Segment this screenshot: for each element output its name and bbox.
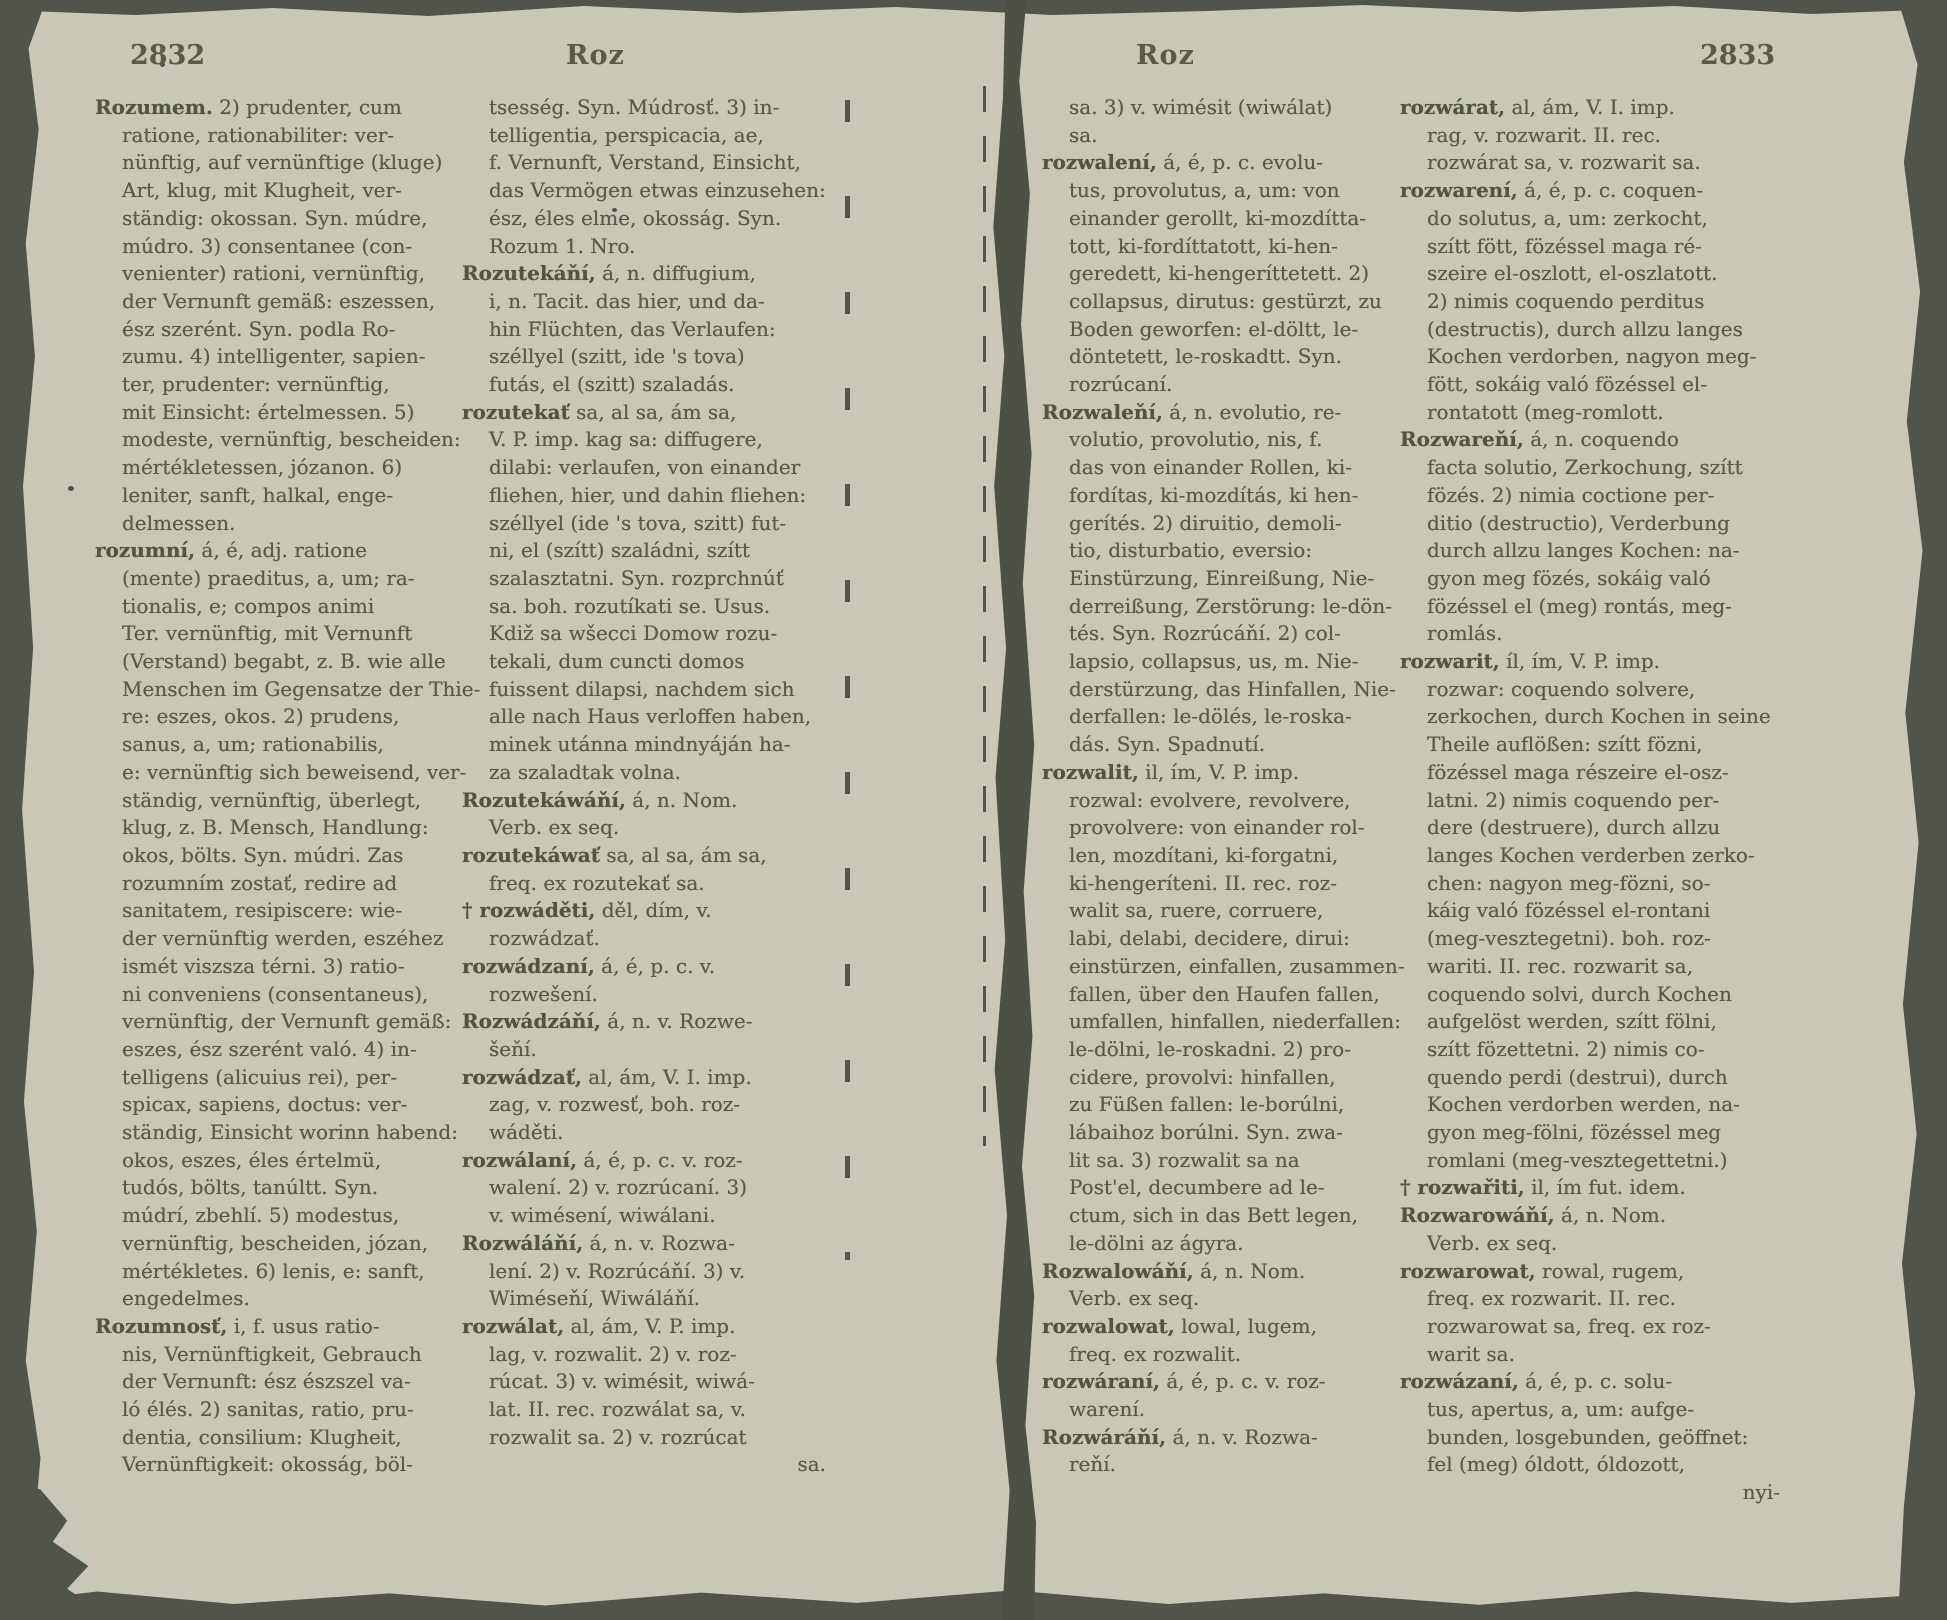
entry-headword-line: rozwárat, al, ám, V. I. imp. xyxy=(1400,95,1675,119)
text-line: rozwal: evolvere, revolvere, xyxy=(1069,787,1351,812)
entry-headword-line: Rozwareňí, á, n. coquendo xyxy=(1400,427,1679,452)
text-line: langes Kochen verderben zerko- xyxy=(1427,842,1755,867)
text-line: modeste, vernünftig, bescheiden: xyxy=(122,427,461,452)
text-line: Rozum 1. Nro. xyxy=(489,233,636,258)
text-line: ständig: okossan. Syn. múdre, xyxy=(122,205,428,230)
text-line: der Vernunft: ész észszel va- xyxy=(122,1369,411,1394)
text-line: rozwešení. xyxy=(489,981,598,1006)
entry-headword-line: Rozumnosť, i, f. usus ratio- xyxy=(95,1313,380,1338)
entry-headword-line: rozutekať sa, al sa, ám sa, xyxy=(462,399,737,424)
page-number-right: 2833 xyxy=(1700,40,1776,71)
text-line: bunden, losgebunden, geöffnet: xyxy=(1427,1424,1749,1449)
text-line: coquendo solvi, durch Kochen xyxy=(1427,981,1732,1006)
text-line: le-dölni az ágyra. xyxy=(1069,1230,1244,1255)
text-line: tekali, dum cuncti domos xyxy=(489,649,745,674)
text-line: do solutus, a, um: zerkocht, xyxy=(1427,205,1708,230)
headword: rozwálaní, xyxy=(462,1147,578,1172)
text-line: gyon meg-fölni, fözéssel meg xyxy=(1427,1120,1722,1145)
text-line: Wiméseňí, Wiwáláňí. xyxy=(489,1286,701,1311)
headword: rozwalowat, xyxy=(1042,1313,1175,1338)
column-4 xyxy=(1400,94,1782,1507)
text-line: geredett, ki-hengeríttetett. 2) xyxy=(1069,261,1370,286)
text-line: fözéssel maga részeire el-osz- xyxy=(1427,759,1729,784)
entry-headword-line: rozwáraní, á, é, p. c. v. roz- xyxy=(1042,1369,1326,1394)
headword: Rozwaleňí, xyxy=(1042,399,1163,424)
text-line: freq. ex rozwalit. xyxy=(1069,1341,1242,1366)
book-gutter-shadow xyxy=(992,0,1036,1620)
text-line: umfallen, hinfallen, niederfallen: xyxy=(1069,1009,1401,1034)
headword: Rozwáláňí, xyxy=(462,1230,584,1255)
entry-headword-line: Rozutekáwáňí, á, n. Nom. xyxy=(462,787,738,812)
text-line: telligens (alicuius rei), per- xyxy=(122,1064,397,1089)
text-line: za szaladtak volna. xyxy=(489,759,682,784)
text-line: tsesség. Syn. Múdrosť. 3) in- xyxy=(489,95,780,119)
text-line: Boden geworfen: el-döltt, le- xyxy=(1069,316,1359,341)
text-line: Verb. ex seq. xyxy=(489,815,620,840)
text-line: zag, v. rozwesť, boh. roz- xyxy=(489,1092,741,1117)
text-line: döntetett, le-roskadtt. Syn. xyxy=(1069,344,1342,369)
entry-headword-line: rozwádzať, al, ám, V. I. imp. xyxy=(462,1064,752,1089)
headword: † rozwařiti, xyxy=(1400,1175,1525,1200)
text-line: (meg-vesztegetni). boh. roz- xyxy=(1427,926,1711,951)
headword: Rozwádzáňí, xyxy=(462,1009,601,1034)
text-line: dentia, consilium: Klugheit, xyxy=(122,1424,402,1449)
text-line: Kochen verdorben werden, na- xyxy=(1427,1092,1740,1117)
text-line: rozwádzať. xyxy=(489,926,600,951)
text-line: sa. 3) v. wimésit (wiwálat) xyxy=(1069,95,1333,119)
text-line: V. P. imp. kag sa: diffugere, xyxy=(489,427,763,452)
running-head-right: Roz xyxy=(1136,40,1195,71)
text-line: ctum, sich in das Bett legen, xyxy=(1069,1203,1358,1228)
text-line: leniter, sanft, halkal, enge- xyxy=(122,482,394,507)
entry-headword-line: Rozwáráňí, á, n. v. Rozwa- xyxy=(1042,1424,1318,1449)
entry-headword-line: rozwázaní, á, é, p. c. solu- xyxy=(1400,1369,1673,1394)
text-line: vernünftig, bescheiden, józan, xyxy=(122,1230,429,1255)
text-line: šeňí. xyxy=(489,1036,537,1061)
text-line: lit sa. 3) rozwalit sa na xyxy=(1069,1147,1300,1172)
text-line: provolvere: von einander rol- xyxy=(1069,815,1365,840)
text-line: warit sa. xyxy=(1427,1341,1515,1366)
text-line: széllyel (szitt, ide 's tova) xyxy=(489,344,745,369)
text-line: walení. 2) v. rozrúcaní. 3) xyxy=(489,1175,748,1200)
headword: Rozwáráňí, xyxy=(1042,1424,1167,1449)
headword: rozwázaní, xyxy=(1400,1369,1519,1394)
text-line: derreißung, Zerstörung: le-dön- xyxy=(1069,593,1392,618)
scan-edge-left xyxy=(0,0,46,1620)
headword: rozwálat, xyxy=(462,1313,565,1338)
entry-headword-line: rozumní, á, é, adj. ratione xyxy=(95,538,367,563)
text-line: Art, klug, mit Klugheit, ver- xyxy=(122,178,402,203)
text-line: Post'el, decumbere ad le- xyxy=(1069,1175,1325,1200)
text-line: tus, provolutus, a, um: von xyxy=(1069,178,1340,203)
entry-headword-line: Rozutekáňí, á, n. diffugium, xyxy=(462,261,757,286)
text-line: lag, v. rozwalit. 2) v. roz- xyxy=(489,1341,737,1366)
text-line: le-dölni, le-roskadni. 2) pro- xyxy=(1069,1036,1351,1061)
text-line: durch allzu langes Kochen: na- xyxy=(1427,538,1740,563)
text-line: das von einander Rollen, ki- xyxy=(1069,455,1352,480)
text-line: sa. boh. rozutíkati se. Usus. xyxy=(489,593,771,618)
text-line: quendo perdi (destrui), durch xyxy=(1427,1064,1728,1089)
text-line: alle nach Haus verloffen haben, xyxy=(489,704,812,729)
text-line: mértékletes. 6) lenis, e: sanft, xyxy=(122,1258,425,1283)
text-line: okos, eszes, éles értelmü, xyxy=(122,1147,382,1172)
text-line: eszes, ész szerént való. 4) in- xyxy=(122,1036,417,1061)
text-line: ditio (destructio), Verderbung xyxy=(1427,510,1730,535)
headword: rozwárat, xyxy=(1400,95,1506,119)
text-line: tott, ki-fordíttatott, ki-hen- xyxy=(1069,233,1338,258)
text-line: engedelmes. xyxy=(122,1286,250,1311)
entry-headword-line: Rozwalowáňí, á, n. Nom. xyxy=(1042,1258,1306,1283)
margin-marks xyxy=(845,100,850,1260)
text-line: zerkochen, durch Kochen in seine xyxy=(1427,704,1771,729)
text-line: len, mozdítani, ki-forgatni, xyxy=(1069,842,1339,867)
text-line: fordítas, ki-mozdítás, ki hen- xyxy=(1069,482,1359,507)
headword: Rozwareňí, xyxy=(1400,427,1524,452)
headword: rozwarení, xyxy=(1400,178,1518,203)
text-line: ratione, rationabiliter: ver- xyxy=(122,122,395,147)
text-line: ész szerént. Syn. podla Ro- xyxy=(122,316,396,341)
text-line: v. wimésení, wiwálani. xyxy=(489,1203,716,1228)
text-line: fliehen, hier, und dahin fliehen: xyxy=(489,482,807,507)
headword: rozwarit, xyxy=(1400,649,1500,674)
text-line: rozwalit sa. 2) v. rozrúcat xyxy=(489,1424,747,1449)
text-line: collapsus, dirutus: gestürzt, zu xyxy=(1069,288,1382,313)
text-line: das Vermögen etwas einzusehen: xyxy=(489,178,826,203)
text-line: múdro. 3) consentanee (con- xyxy=(122,233,413,258)
text-line: chen: nagyon meg-fözni, so- xyxy=(1427,870,1711,895)
text-line: lábaihoz borúlni. Syn. zwa- xyxy=(1069,1120,1343,1145)
text-line: múdrí, zbehlí. 5) modestus, xyxy=(122,1203,400,1228)
text-line: rozrúcaní. xyxy=(1069,372,1173,397)
text-line: e: vernünftig sich beweisend, ver- xyxy=(122,759,467,784)
text-line: sanitatem, resipiscere: wie- xyxy=(122,898,403,923)
text-line: dilabi: verlaufen, von einander xyxy=(489,455,801,480)
text-line: derstürzung, das Hinfallen, Nie- xyxy=(1069,676,1396,701)
headword: † rozwáděti, xyxy=(462,898,596,923)
text-line: Ter. vernünftig, mit Vernunft xyxy=(122,621,413,646)
text-line: fuissent dilapsi, nachdem sich xyxy=(489,676,795,701)
text-line: ständig, vernünftig, überlegt, xyxy=(122,787,422,812)
headword: rozutekať xyxy=(462,399,570,424)
text-line: rozwárat sa, v. rozwarit sa. xyxy=(1427,150,1701,175)
entry-headword-line: rozwarowat, rowal, rugem, xyxy=(1400,1258,1685,1283)
text-line: fel (meg) óldott, óldozott, xyxy=(1427,1452,1685,1477)
text-line: derfallen: le-dölés, le-roska- xyxy=(1069,704,1352,729)
text-line: facta solutio, Zerkochung, szítt xyxy=(1427,455,1743,480)
entry-headword-line: rozwarit, íl, ím, V. P. imp. xyxy=(1400,649,1660,674)
column-2 xyxy=(462,94,828,1479)
text-line: tés. Syn. Rozrúcáňí. 2) col- xyxy=(1069,621,1341,646)
text-line: tio, disturbatio, eversio: xyxy=(1069,538,1313,563)
text-line: mit Einsicht: értelmessen. 5) xyxy=(122,399,415,424)
text-line: Verb. ex seq. xyxy=(1069,1286,1200,1311)
headword: rozwáraní, xyxy=(1042,1369,1161,1394)
text-line: telligentia, perspicacia, ae, xyxy=(489,122,764,147)
text-line: szalasztatni. Syn. rozprchnúť xyxy=(489,565,784,590)
text-line: fözéssel el (meg) rontás, meg- xyxy=(1427,593,1732,618)
text-line: hin Flüchten, das Verlaufen: xyxy=(489,316,776,341)
text-line: 2) nimis coquendo perditus xyxy=(1427,288,1705,313)
entry-headword-line: † rozwařiti, il, ím fut. idem. xyxy=(1400,1175,1686,1200)
entry-headword-line: Rozwarowáňí, á, n. Nom. xyxy=(1400,1203,1667,1228)
text-line: freq. ex rozutekať sa. xyxy=(489,870,705,895)
headword: rozwalit, xyxy=(1042,759,1139,784)
text-line: Verb. ex seq. xyxy=(1427,1230,1558,1255)
text-line: cidere, provolvi: hinfallen, xyxy=(1069,1064,1336,1089)
headword: rozwarowat, xyxy=(1400,1258,1536,1283)
text-line: Kochen verdorben, nagyon meg- xyxy=(1427,344,1757,369)
text-line: ni conveniens (consentaneus), xyxy=(122,981,429,1006)
headword: Rozwarowáňí, xyxy=(1400,1203,1555,1228)
text-line: okos, bölts. Syn. múdri. Zas xyxy=(122,842,404,867)
text-line: lat. II. rec. rozwálat sa, v. xyxy=(489,1397,746,1422)
column-3 xyxy=(1042,94,1405,1479)
text-line: fallen, über den Haufen fallen, xyxy=(1069,981,1380,1006)
text-line: einstürzen, einfallen, zusammen- xyxy=(1069,953,1405,978)
text-line: sa. xyxy=(797,1452,826,1477)
text-line: fözés. 2) nimia coctione per- xyxy=(1427,482,1715,507)
text-line: vernünftig, der Vernunft gemäß: xyxy=(122,1009,452,1034)
entry-headword-line: rozwálat, al, ám, V. P. imp. xyxy=(462,1313,736,1338)
text-line: romlani (meg-vesztegettetni.) xyxy=(1427,1147,1728,1172)
text-line: szítt fött, fözéssel maga ré- xyxy=(1427,233,1702,258)
text-line: szítt fözettetni. 2) nimis co- xyxy=(1427,1036,1705,1061)
text-line: (Verstand) begabt, z. B. wie alle xyxy=(122,649,446,674)
entry-headword-line: Rozwádzáňí, á, n. v. Rozwe- xyxy=(462,1009,753,1034)
text-line: nünftig, auf vernünftige (kluge) xyxy=(122,150,443,175)
headword: rozumní, xyxy=(95,538,196,563)
text-line: Menschen im Gegensatze der Thie- xyxy=(122,676,481,701)
headword: Rozumnosť, xyxy=(95,1313,228,1338)
entry-headword-line: rozwalit, il, ím, V. P. imp. xyxy=(1042,759,1300,784)
text-line: delmessen. xyxy=(122,510,236,535)
text-line: dás. Syn. Spadnutí. xyxy=(1069,732,1266,757)
text-line: ni, el (szítt) szaládni, szítt xyxy=(489,538,750,563)
text-line: spicax, sapiens, doctus: ver- xyxy=(122,1092,408,1117)
scan-edge-top xyxy=(0,0,1947,20)
text-line: romlás. xyxy=(1427,621,1503,646)
entry-headword-line: rozwalení, á, é, p. c. evolu- xyxy=(1042,150,1324,175)
text-line: Theile auflößen: szítt fözni, xyxy=(1427,732,1703,757)
headword: rozwádzaní, xyxy=(462,953,595,978)
text-line: wariti. II. rec. rozwarit sa, xyxy=(1427,953,1694,978)
text-line: gerítés. 2) diruitio, demoli- xyxy=(1069,510,1342,535)
text-line: ter, prudenter: vernünftig, xyxy=(122,372,390,397)
text-line: klug, z. B. Mensch, Handlung: xyxy=(122,815,429,840)
headword: Rozwalowáňí, xyxy=(1042,1258,1194,1283)
entry-headword-line: Rozwaleňí, á, n. evolutio, re- xyxy=(1042,399,1342,424)
text-line: f. Vernunft, Verstand, Einsicht, xyxy=(489,150,801,175)
text-line: széllyel (ide 's tova, szitt) fut- xyxy=(489,510,787,535)
text-line: Einstürzung, Einreißung, Nie- xyxy=(1069,565,1375,590)
headword: rozutekáwať xyxy=(462,842,600,867)
text-line: zu Füßen fallen: le-borúlni, xyxy=(1069,1092,1345,1117)
text-line: futás, el (szitt) szaladás. xyxy=(489,372,735,397)
headword: Rozutekáňí, xyxy=(462,261,596,286)
text-line: minek utánna mindnyáján ha- xyxy=(489,732,791,757)
text-line: (mente) praeditus, a, um; ra- xyxy=(122,565,415,590)
running-head-left: Roz xyxy=(566,40,625,71)
text-line: ismét viszsza térni. 3) ratio- xyxy=(122,953,405,978)
text-line: (destructis), durch allzu langes xyxy=(1427,316,1743,341)
text-line: i, n. Tacit. das hier, und da- xyxy=(489,288,765,313)
text-line: re: eszes, okos. 2) prudens, xyxy=(122,704,400,729)
text-line: warení. xyxy=(1069,1397,1146,1422)
headword: Rozutekáwáňí, xyxy=(462,787,626,812)
text-line: rag, v. rozwarit. II. rec. xyxy=(1427,122,1662,147)
text-line: ständig, Einsicht worinn habend: xyxy=(122,1120,458,1145)
text-line: lení. 2) v. Rozrúcáňí. 3) v. xyxy=(489,1258,746,1283)
text-line: rozwarowat sa, freq. ex roz- xyxy=(1427,1313,1711,1338)
entry-headword-line: Rozwáláňí, á, n. v. Rozwa- xyxy=(462,1230,735,1255)
text-line: aufgelöst werden, szítt fölni, xyxy=(1427,1009,1717,1034)
text-line: lapsio, collapsus, us, m. Nie- xyxy=(1069,649,1359,674)
text-line: Vernünftigkeit: okosság, böl- xyxy=(122,1452,413,1477)
text-line: tionalis, e; compos animi xyxy=(122,593,375,618)
headword: Rozumem. xyxy=(95,95,213,119)
text-line: volutio, provolutio, nis, f. xyxy=(1069,427,1323,452)
entry-headword-line: rozwádzaní, á, é, p. c. v. xyxy=(462,953,716,978)
text-line: venienter) rationi, vernünftig, xyxy=(122,261,426,286)
text-line: der vernünftig werden, eszéhez xyxy=(122,926,444,951)
scan-edge-right xyxy=(1898,0,1947,1620)
scan-edge-bottom xyxy=(0,1582,1947,1620)
text-line: rontatott (meg-romlott. xyxy=(1427,399,1664,424)
entry-headword-line: rozwalowat, lowal, lugem, xyxy=(1042,1313,1317,1338)
ink-speck xyxy=(68,486,74,491)
text-line: gyon meg fözés, sokáig való xyxy=(1427,565,1711,590)
text-line: tudós, bölts, tanúltt. Syn. xyxy=(122,1175,379,1200)
entry-headword-line: rozwálaní, á, é, p. c. v. roz- xyxy=(462,1147,743,1172)
page-edge-line xyxy=(983,86,986,1146)
text-line: ló élés. 2) sanitas, ratio, pru- xyxy=(122,1397,414,1422)
text-line: wáděti. xyxy=(489,1120,564,1145)
column-1 xyxy=(95,94,481,1479)
text-line: reňí. xyxy=(1069,1452,1117,1477)
headword: rozwalení, xyxy=(1042,150,1157,175)
text-line: rozumním zostať, redire ad xyxy=(122,870,398,895)
text-line: káig való fözéssel el-rontani xyxy=(1427,898,1711,923)
text-line: ki-hengeríteni. II. rec. roz- xyxy=(1069,870,1338,895)
text-line: latni. 2) nimis coquendo per- xyxy=(1427,787,1720,812)
text-line: nis, Vernünftigkeit, Gebrauch xyxy=(122,1341,422,1366)
text-line: labi, delabi, decidere, dirui: xyxy=(1069,926,1350,951)
text-line: rúcat. 3) v. wimésit, wiwá- xyxy=(489,1369,755,1394)
text-line: der Vernunft gemäß: eszessen, xyxy=(122,288,436,313)
entry-headword-line: rozutekáwať sa, al sa, ám sa, xyxy=(462,842,767,867)
entry-headword-line: † rozwáděti, děl, dím, v. xyxy=(462,898,712,923)
text-line: tus, apertus, a, um: aufge- xyxy=(1427,1397,1695,1422)
text-line: szeire el-oszlott, el-oszlatott. xyxy=(1427,261,1718,286)
text-line: fött, sokáig való fözéssel el- xyxy=(1427,372,1708,397)
text-line: freq. ex rozwarit. II. rec. xyxy=(1427,1286,1677,1311)
text-line: ész, éles elme, okosság. Syn. xyxy=(489,205,782,230)
text-line: walit sa, ruere, corruere, xyxy=(1069,898,1324,923)
text-line: nyi- xyxy=(1742,1480,1780,1505)
headword: rozwádzať, xyxy=(462,1064,582,1089)
text-line: einander gerollt, ki-mozdítta- xyxy=(1069,205,1367,230)
entry-headword-line: Rozumem. 2) prudenter, cum xyxy=(95,95,402,119)
text-line: rozwar: coquendo solvere, xyxy=(1427,676,1696,701)
entry-headword-line: rozwarení, á, é, p. c. coquen- xyxy=(1400,178,1704,203)
text-line: sanus, a, um; rationabilis, xyxy=(122,732,384,757)
text-line: dere (destruere), durch allzu xyxy=(1427,815,1721,840)
text-line: mértékletessen, józanon. 6) xyxy=(122,455,403,480)
page-number-left: 2832 xyxy=(130,40,206,71)
text-line: Kdiž sa wšecci Domow rozu- xyxy=(489,621,778,646)
text-line: sa. xyxy=(1069,122,1098,147)
text-line: zumu. 4) intelligenter, sapien- xyxy=(122,344,426,369)
